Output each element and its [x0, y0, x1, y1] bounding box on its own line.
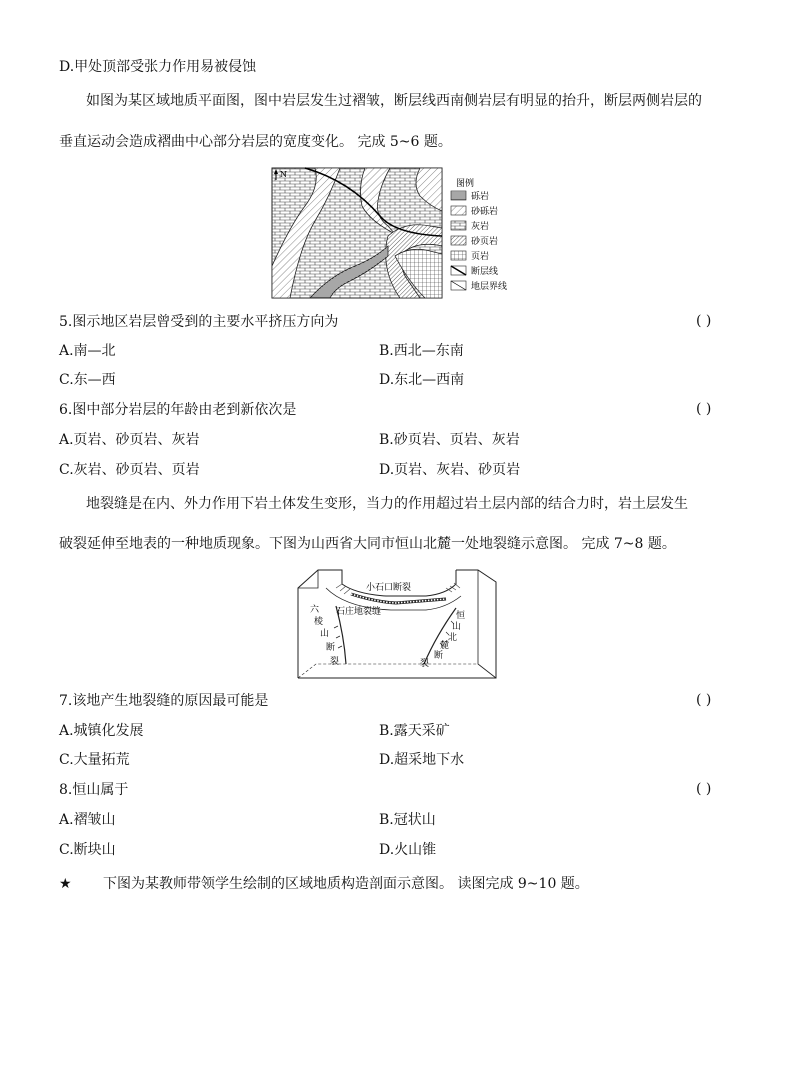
option-a: A.褶皱山	[59, 812, 116, 828]
label-left-fault-char: 山	[320, 629, 330, 639]
label-left-fault-char: 裂	[330, 657, 340, 667]
option-b: B.西北—东南	[379, 343, 464, 359]
answer-bracket: ( )	[696, 781, 712, 797]
label-right-fault-char: 麓	[440, 641, 450, 651]
label-right-fault-char: 恒	[456, 611, 466, 621]
answer-bracket: ( )	[696, 692, 712, 708]
north-label: N	[280, 170, 287, 179]
question-6-stem: 6.图中部分岩层的年龄由老到新依次是	[59, 402, 297, 418]
label-right-fault-char: 北	[448, 633, 458, 643]
answer-bracket: ( )	[696, 313, 712, 329]
option-d: D.超采地下水	[379, 752, 465, 768]
label-shizhuang-fissure: 石庄地裂缝	[336, 607, 382, 617]
legend-item: 地层界线	[471, 282, 508, 292]
option-d: D.页岩、灰岩、砂页岩	[379, 462, 521, 478]
option-c: C.断块山	[59, 842, 116, 858]
label-right-fault-char: 山	[452, 622, 462, 632]
option-b: B.露天采矿	[379, 723, 450, 739]
intro-paragraph-3: 下图为某教师带领学生绘制的区域地质构造剖面示意图。 读图完成 9~10 题。	[103, 876, 589, 892]
legend-item: 页岩	[471, 252, 490, 262]
option-a: A.南—北	[59, 343, 116, 359]
question-5-stem: 5.图示地区岩层曾受到的主要水平挤压方向为	[59, 314, 339, 330]
option-b: B.冠状山	[379, 812, 436, 828]
label-right-fault-char: 裂	[420, 659, 430, 669]
option-c: C.东—西	[59, 372, 116, 388]
option-d: D.火山锥	[379, 842, 437, 858]
option-c: C.灰岩、砂页岩、页岩	[59, 462, 200, 478]
answer-bracket: ( )	[696, 401, 712, 417]
geologic-map-figure	[270, 166, 520, 300]
intro-paragraph-1-line-1: 如图为某区域地质平面图，图中岩层发生过褶皱，断层线西南侧岩层有明显的抬升，断层两侧岩层的	[86, 93, 702, 109]
label-xiaoshikou-fault: 小石口断裂	[366, 583, 412, 593]
label-right-fault-char: 断	[434, 651, 444, 661]
legend-item: 砂砾岩	[471, 207, 499, 217]
legend-item: 砾岩	[471, 192, 490, 202]
star-marker: ★	[59, 876, 72, 892]
label-left-fault-char: 断	[326, 643, 336, 653]
intro-paragraph-2-line-2: 破裂延伸至地表的一种地质现象。下图为山西省大同市恒山北麓一处地裂缝示意图。 完成 7~8 题。	[59, 536, 676, 552]
question-7-stem: 7.该地产生地裂缝的原因最可能是	[59, 693, 269, 709]
intro-paragraph-1-line-2: 垂直运动会造成褶曲中心部分岩层的宽度变化。 完成 5~6 题。	[59, 134, 452, 150]
legend-title: 图例	[456, 179, 475, 189]
legend-item: 断层线	[471, 267, 499, 277]
intro-paragraph-2-line-1: 地裂缝是在内、外力作用下岩土体发生变形，当力的作用超过岩土层内部的结合力时，岩土层发生	[86, 496, 688, 512]
option-b: B.砂页岩、页岩、灰岩	[379, 432, 520, 448]
question-8-stem: 8.恒山属于	[59, 782, 129, 798]
label-left-fault-char: 棱	[314, 617, 324, 627]
option-c: C.大量拓荒	[59, 752, 130, 768]
option-a: A.页岩、砂页岩、灰岩	[59, 432, 200, 448]
ground-fissure-figure	[296, 566, 498, 680]
label-left-fault-char: 六	[310, 605, 320, 615]
legend-item: 灰岩	[471, 222, 490, 232]
legend-item: 砂页岩	[471, 237, 499, 247]
previous-option: D.甲处顶部受张力作用易被侵蚀	[59, 59, 257, 75]
option-a: A.城镇化发展	[59, 723, 144, 739]
option-d: D.东北—西南	[379, 372, 465, 388]
